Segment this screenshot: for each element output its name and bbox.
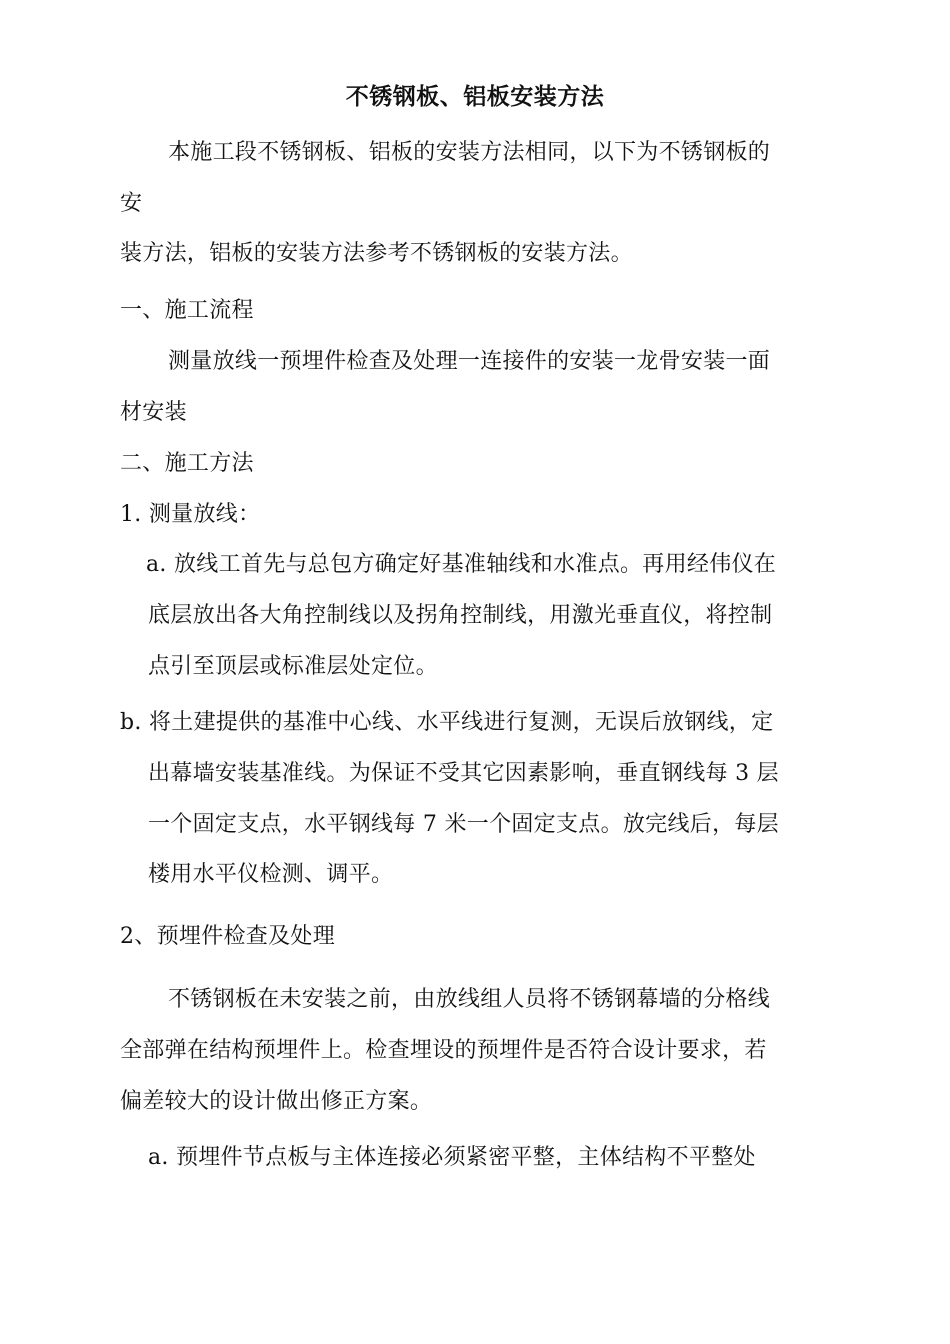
list-item-line: 出幕墙安装基准线。为保证不受其它因素影响，垂直钢线每 3 层 [148,761,779,786]
paragraph-line: 全部弹在结构预埋件上。检查埋设的预埋件是否符合设计要求，若 [120,1038,767,1063]
list-item-line: a. 预埋件节点板与主体连接必须紧密平整，主体结构不平整处 [148,1145,756,1170]
paragraph-line: 测量放线一预埋件检查及处理一连接件的安装一龙骨安装一面 [168,349,771,374]
paragraph-line: 不锈钢板在未安装之前，由放线组人员将不锈钢幕墙的分格线 [168,987,771,1012]
paragraph-line: 本施工段不锈钢板、铝板的安装方法相同，以下为不锈钢板的 [168,140,771,165]
paragraph-line: 偏差较大的设计做出修正方案。 [120,1089,433,1114]
document-title: 不锈钢板、铝板安装方法 [345,84,605,110]
list-item-line: 底层放出各大角控制线以及拐角控制线，用激光垂直仪，将控制 [148,603,773,628]
paragraph-line: 安 [120,191,143,216]
list-item-line: b. 将土建提供的基准中心线、水平线进行复测，无误后放钢线，定 [120,710,774,735]
list-item-line: a. 放线工首先与总包方确定好基准轴线和水准点。再用经伟仪在 [146,552,777,577]
section-heading: 二、施工方法 [120,451,254,476]
paragraph-line: 装方法，铝板的安装方法参考不锈钢板的安装方法。 [120,241,633,266]
list-item-line: 点引至顶层或标准层处定位。 [148,654,438,679]
subsection-heading: 1. 测量放线： [120,502,261,527]
list-item-line: 一个固定支点，水平钢线每 7 米一个固定支点。放完线后，每层 [148,812,779,837]
paragraph-line: 材安装 [120,400,187,425]
list-item-line: 楼用水平仪检测、调平。 [148,862,394,887]
section-heading: 一、施工流程 [120,298,254,323]
subsection-heading: 2、预埋件检查及处理 [120,924,335,949]
